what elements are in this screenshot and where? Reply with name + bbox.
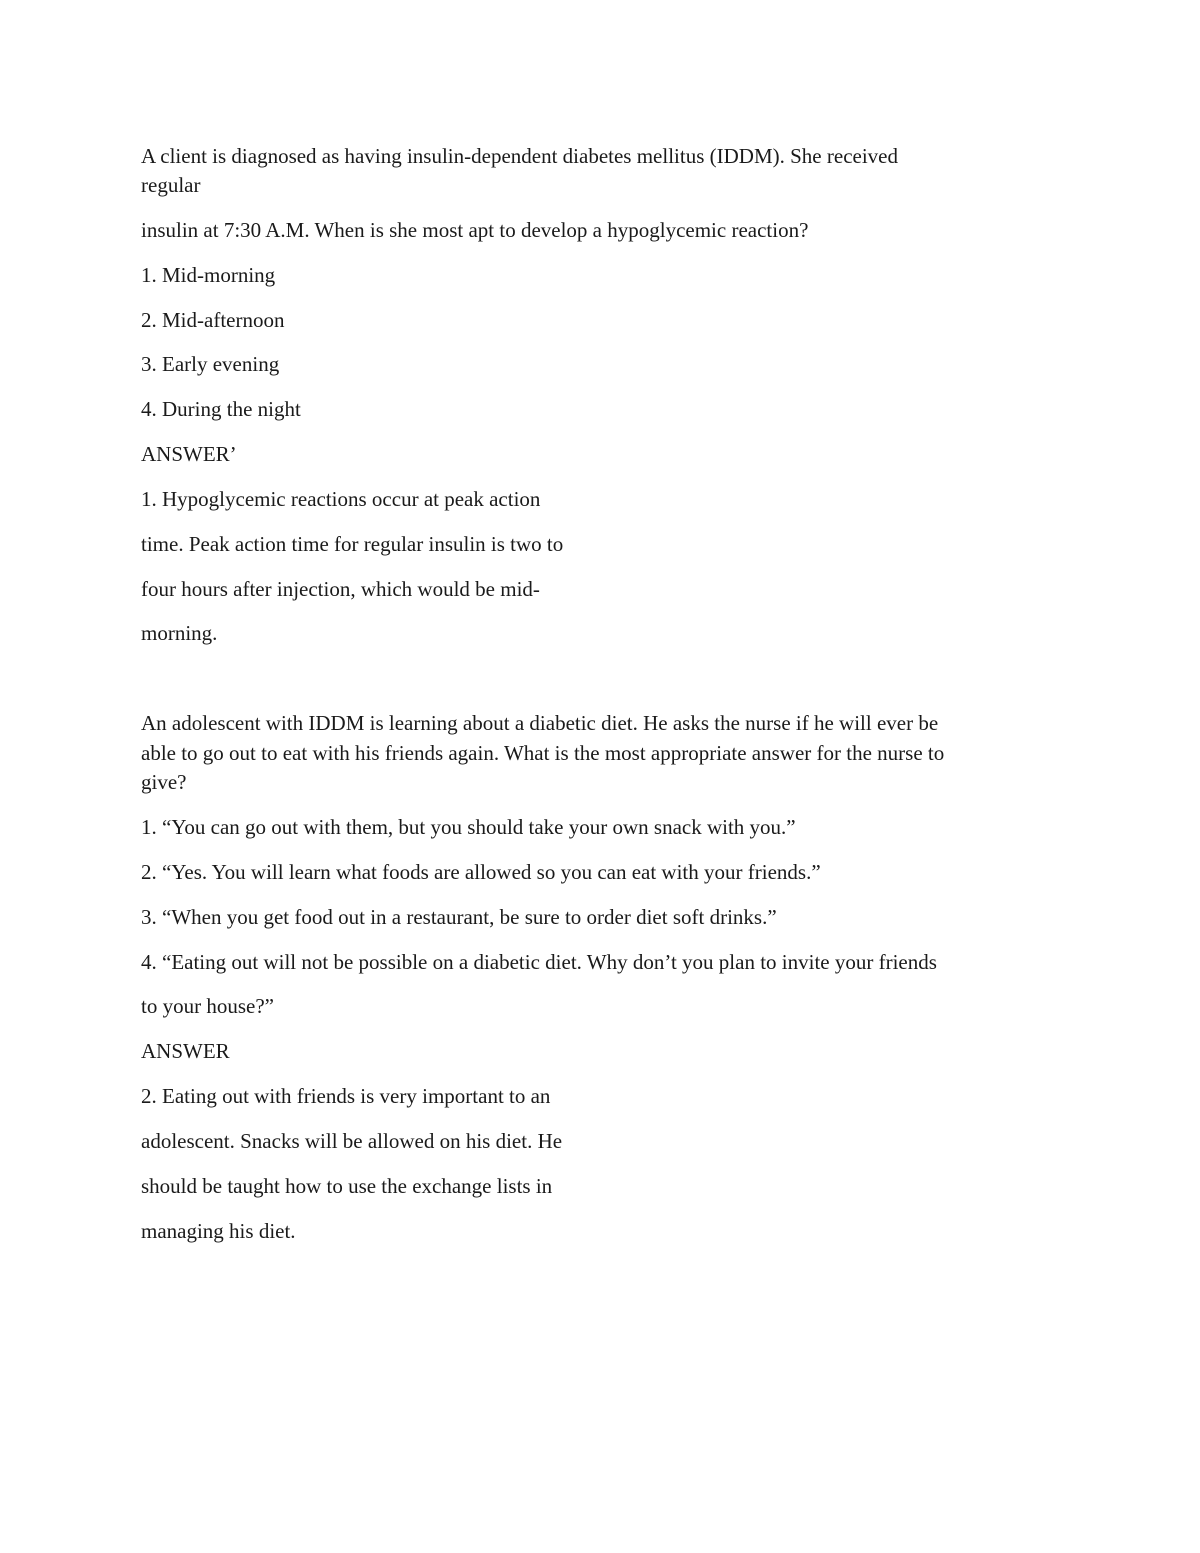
question1-option-3: 3. Early evening — [141, 352, 280, 376]
question2-rationale-line-1: 2. Eating out with friends is very important to an — [141, 1084, 551, 1108]
question2-option-4: 4. “Eating out will not be possible on a diabetic diet. Why don’t you plan to invite your friends — [141, 950, 937, 974]
question1-stem-line-2: regular — [141, 173, 201, 197]
question2-stem-line-3: give? — [141, 770, 187, 794]
question1-rationale-line-2: time. Peak action time for regular insulin is two to — [141, 532, 564, 556]
question2-rationale-line-2: adolescent. Snacks will be allowed on his diet. He — [141, 1129, 563, 1153]
question1-option-2: 2. Mid-afternoon — [141, 308, 285, 332]
question1-option-4: 4. During the night — [141, 397, 301, 421]
question2-rationale-line-4: managing his diet. — [141, 1219, 296, 1243]
question2-stem-line-1: An adolescent with IDDM is learning about a diabetic diet. He asks the nurse if he will ever be — [141, 711, 939, 735]
question1-answer-heading: ANSWER’ — [141, 442, 237, 466]
question1-stem-line-3: insulin at 7:30 A.M. When is she most apt to develop a hypoglycemic reaction? — [141, 218, 809, 242]
question2-option-3: 3. “When you get food out in a restaurant, be sure to order diet soft drinks.” — [141, 905, 777, 929]
question1-stem-line-1: A client is diagnosed as having insulin-dependent diabetes mellitus (IDDM). She received — [141, 144, 898, 168]
question1-rationale-line-4: morning. — [141, 621, 218, 645]
question2-option-4-continuation: to your house?” — [141, 994, 274, 1018]
question2-stem-line-2: able to go out to eat with his friends again. What is the most appropriate answer for the nurse to — [141, 741, 945, 765]
question1-rationale-line-1: 1. Hypoglycemic reactions occur at peak action — [141, 487, 541, 511]
question1-rationale-line-3: four hours after injection, which would be mid- — [141, 577, 540, 601]
question2-option-2: 2. “Yes. You will learn what foods are allowed so you can eat with your friends.” — [141, 860, 821, 884]
question2-answer-heading: ANSWER — [141, 1039, 230, 1063]
question2-option-1: 1. “You can go out with them, but you should take your own snack with you.” — [141, 815, 796, 839]
question2-rationale-line-3: should be taught how to use the exchange lists in — [141, 1174, 553, 1198]
question1-option-1: 1. Mid-morning — [141, 263, 276, 287]
